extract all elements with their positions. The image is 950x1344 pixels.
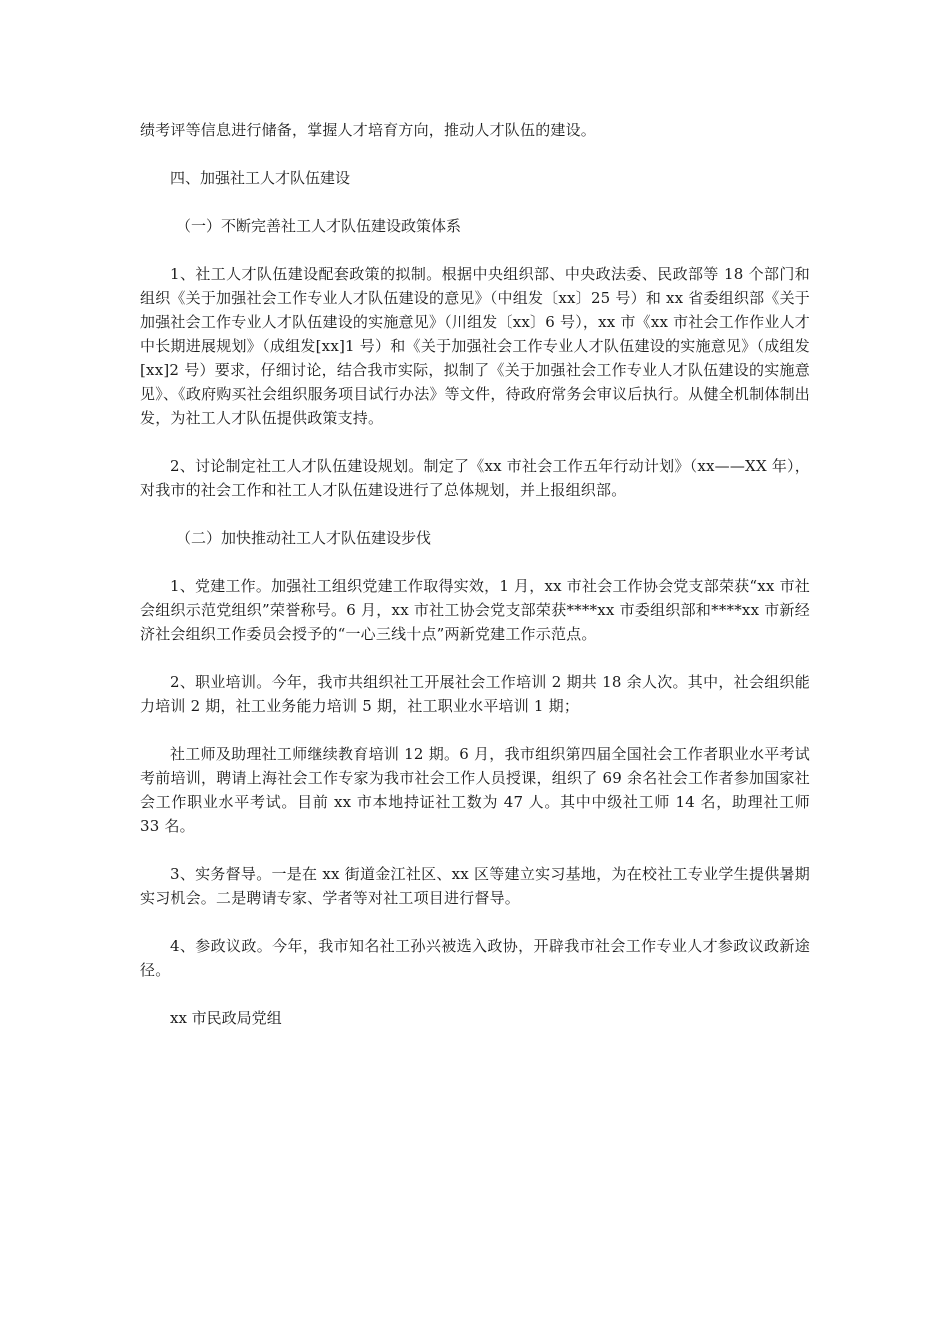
intro-continuation: 绩考评等信息进行储备，掌握人才培育方向，推动人才队伍的建设。 [140,121,597,139]
signature: xx 市民政局党组 [170,1009,282,1027]
subsection-1-paragraph-2: 2、讨论制定社工人才队伍建设规划。制定了《xx 市社会工作五年行动计划》（xx——XX 年），对我市的社会工作和社工人才队伍建设进行了总体规划，并上报组织部。 [140,457,810,499]
subsection-2-paragraph-1: 1、党建工作。加强社工组织党建工作取得实效，1 月，xx 市社会工作协会党支部荣获“xx 市社会组织示范党组织”荣誉称号。6 月，xx 市社工协会党支部荣获****xx 市委组织部和****xx 市新经济社会组织工作委员会授予的“一心三线十点”两新党建工作示范点。 [140,577,810,643]
subsection-2-paragraph-2: 2、职业培训。今年，我市共组织社工开展社会工作培训 2 期共 18 余人次。其中，社会组织能力培训 2 期，社工业务能力培训 5 期，社工职业水平培训 1 期； [140,673,810,715]
subsection-1-heading: （一）不断完善社工人才队伍建设政策体系 [176,217,462,235]
subsection-2-paragraph-3: 社工师及助理社工师继续教育培训 12 期。6 月，我市组织第四届全国社会工作者职业水平考试考前培训，聘请上海社会工作专家为我市社会工作人员授课，组织了 69 余名社会工作者参加国家社会工作职业水平考试。目前 xx 市本地持证社工数为 47 人。其中中级社工师 14 名，助理社工师 33 名。 [140,745,810,835]
document-page [140,118,810,1030]
subsection-2-paragraph-5: 4、参政议政。今年，我市知名社工孙兴被选入政协，开辟我市社会工作专业人才参政议政新途径。 [140,937,810,979]
section-heading: 四、加强社工人才队伍建设 [170,169,351,187]
subsection-2-heading: （二）加快推动社工人才队伍建设步伐 [176,529,432,547]
subsection-2-paragraph-4: 3、实务督导。一是在 xx 街道金江社区、xx 区等建立实习基地，为在校社工专业学生提供暑期实习机会。二是聘请专家、学者等对社工项目进行督导。 [140,865,810,907]
subsection-1-paragraph-1: 1、社工人才队伍建设配套政策的拟制。根据中央组织部、中央政法委、民政部等 18 个部门和组织《关于加强社会工作专业人才队伍建设的意见》（中组发〔xx〕25 号）和 xx 省委组织部《关于加强社会工作专业人才队伍建设的实施意见》（川组发〔xx〕6 号），xx 市《xx 市社会工作作业人才中长期进展规划》（成组发[xx]1 号）和《关于加强社会工作专业人才队伍建设的实施意见》（成组发[xx]2 号）要求，仔细讨论，结合我市实际，拟制了《关于加强社会工作专业人才队伍建设的实施意见》、《政府购买社会组织服务项目试行办法》等文件，待政府常务会审议后执行。从健全机制体制出发，为社工人才队伍提供政策支持。 [140,265,810,427]
